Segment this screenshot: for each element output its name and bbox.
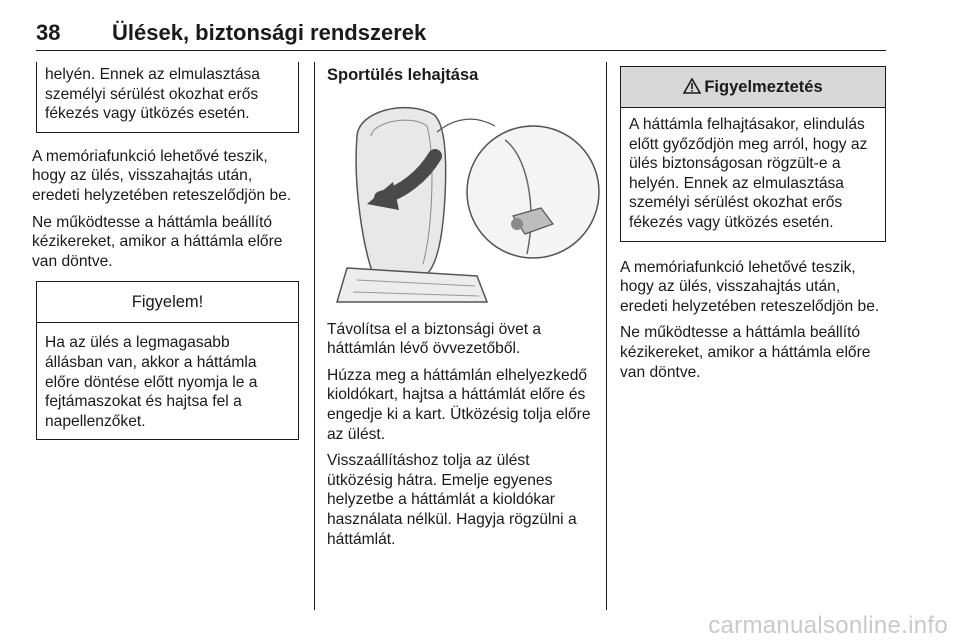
continued-warning-text: helyén. Ennek az elmulasztása személyi sérülést okozhat erős fékezés vagy ütközés esetén. <box>45 66 260 123</box>
middle-column <box>327 66 593 556</box>
memory-function-paragraph: A memóriafunkció lehetővé teszik, hogy az ülés, visszahajtás után, eredeti helyzetében reteszelődjön be. <box>32 147 292 204</box>
warning-title-bar <box>621 67 885 108</box>
handwheel-paragraph-right: Ne működtesse a háttámla beállító kézikereket, amikor a háttámla előre van döntve. <box>620 324 871 381</box>
right-column <box>620 66 886 389</box>
seat-fold-drawing <box>327 96 605 308</box>
memory-function-paragraph-right: A memóriafunkció lehetővé teszik, hogy az ülés, visszahajtás után, eredeti helyzetében reteszelődjön be. <box>620 258 880 315</box>
watermark: carmanualsonline.info <box>708 612 948 639</box>
warning-box <box>620 66 886 242</box>
left-column <box>32 62 299 440</box>
column-divider-2 <box>606 62 607 610</box>
page-number: 38 <box>36 20 61 45</box>
detail-connector <box>437 119 495 132</box>
chapter-title: Ülések, biztonsági rendszerek <box>112 20 427 45</box>
caution-title: Figyelem! <box>37 282 298 323</box>
column-divider-1 <box>314 62 315 610</box>
header-rule <box>36 50 886 51</box>
release-lever-paragraph: Húzza meg a háttámlán elhelyezkedő kioldókart, hajtsa a háttámlát előre és engedje ki a kart. Ütközésig tolja előre az ülést. <box>327 366 591 443</box>
belt-guide-paragraph: Távolítsa el a biztonsági övet a háttámlán lévő övvezetőből. <box>327 320 542 358</box>
section-title: Sportülés lehajtása <box>327 66 479 84</box>
restore-paragraph: Visszaállításhoz tolja az ülést ütközésig hátra. Emelje egyenes helyzetbe a háttámlát a kioldókar használata nélkül. Hagyja rögzülni a háttámlát. <box>327 452 577 548</box>
handwheel-paragraph: Ne működtesse a háttámla beállító kézikereket, amikor a háttámla előre van döntve. <box>32 213 283 270</box>
warning-triangle-icon <box>683 69 701 109</box>
detail-circle <box>467 126 599 258</box>
warning-text: A háttámla felhajtásakor, elindulás előtt győződjön meg arról, hogy az ülés biztonságosan rögzült-e a helyén. Ennek az elmulasztása személyi sérülést okozhat erős fékezés vagy ütközés esetén. <box>629 116 868 231</box>
caution-box <box>36 281 299 440</box>
continued-warning-box <box>36 62 299 133</box>
page-header <box>36 20 886 50</box>
caution-text: Ha az ülés a legmagasabb állásban van, akkor a háttámla előre döntése előtt nyomja le a fejtámaszokat és hajtsa fel a napellenzőket. <box>45 334 258 430</box>
warning-title: Figyelmeztetés <box>704 78 823 96</box>
seat-fold-illustration <box>327 96 605 308</box>
lever-pivot <box>511 218 523 230</box>
